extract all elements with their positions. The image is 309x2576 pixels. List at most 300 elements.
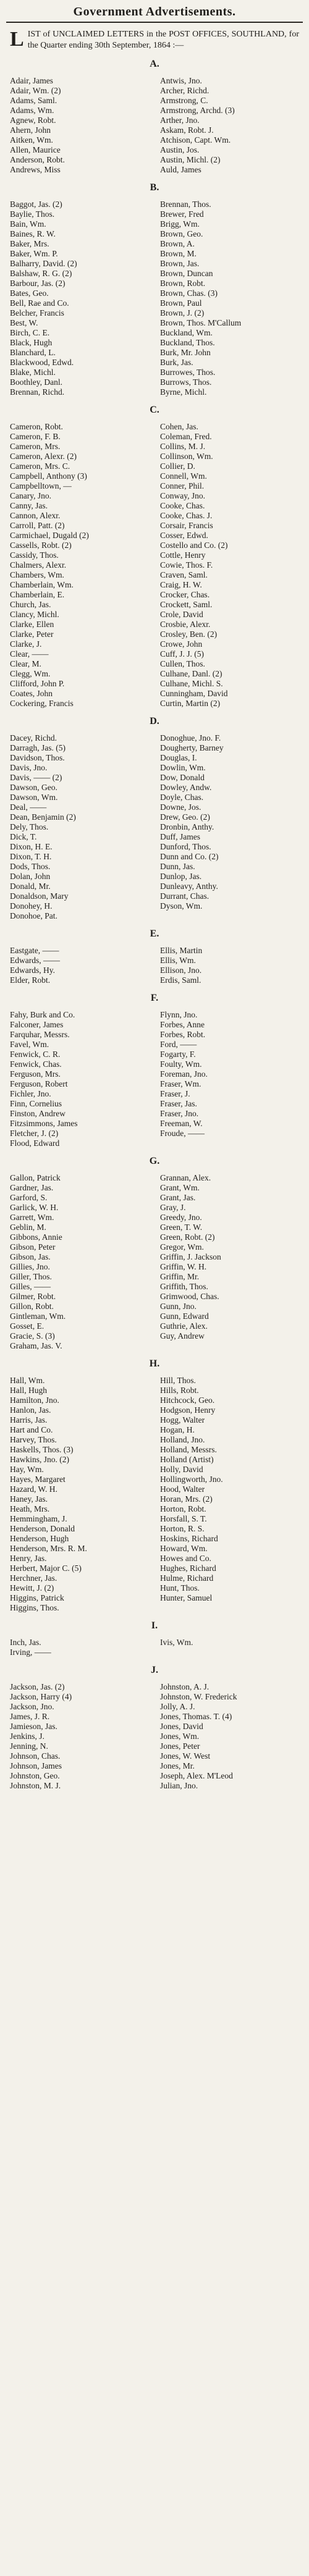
name-entry-left: Clancy, Michl.: [10, 610, 59, 619]
name-entry-right: Drew, Geo. (2): [160, 812, 210, 822]
section-letter: D.: [150, 716, 159, 726]
name-entry-left: Andrews, Miss: [10, 165, 61, 174]
name-entry-left: Dean, Benjamin (2): [10, 812, 76, 822]
name-entry-right: Burrowes, Thos.: [160, 368, 216, 377]
name-entry-left: Henderson, Donald: [10, 1524, 75, 1533]
name-entry-right: Antwis, Jno.: [160, 76, 202, 85]
name-entry-right: Austin, Jos.: [160, 145, 200, 154]
name-entry-left: Cassidy, Thos.: [10, 550, 59, 560]
name-entry-left: Jackson, Harry (4): [10, 1692, 72, 1701]
name-entry-left: Baker, Wm. P.: [10, 249, 58, 258]
name-entry-right: Crosley, Ben. (2): [160, 629, 218, 639]
name-entry-left: Gibbons, Annie: [10, 1232, 62, 1242]
name-entry-left: Hayes, Margaret: [10, 1475, 66, 1484]
name-entry-right: Cunningham, David: [160, 689, 228, 698]
name-entry-right: Griffin, J. Jackson: [160, 1252, 221, 1261]
name-entry-left: Hazard, W. H.: [10, 1484, 57, 1494]
name-entry-left: Hawkins, Jno. (2): [10, 1455, 69, 1464]
name-entry-left: Cameron, Mrs.: [10, 442, 61, 451]
name-entry-left: Hemmingham, J.: [10, 1514, 67, 1523]
name-entry-left: Deal, ——: [10, 802, 47, 812]
name-entry-right: [160, 1341, 299, 1351]
name-entry-left: Donohey, H.: [10, 901, 53, 911]
name-entry-right: Cuff, J. J. (5): [160, 649, 205, 659]
name-entry-left: Black, Hugh: [10, 338, 53, 347]
name-entry-right: Brown, M.: [160, 249, 197, 258]
name-entry-left: Cameron, Mrs. C.: [10, 461, 70, 471]
name-entry-left: Edwards, Hy.: [10, 966, 55, 975]
name-entry-left: Johnson, James: [10, 1761, 62, 1770]
name-entry-right: Griffith, Thos.: [160, 1282, 208, 1291]
name-entry-right: Gunn, Edward: [160, 1311, 209, 1321]
name-entry-left: Fahy, Burk and Co.: [10, 1010, 75, 1019]
section-c: [10, 405, 299, 709]
name-entry-left: Dawson, Geo.: [10, 783, 57, 792]
name-entry-right: Greedy, Jno.: [160, 1213, 202, 1222]
section-letter: A.: [150, 59, 159, 69]
name-entry-right: Griffin, W. H.: [160, 1262, 207, 1271]
name-entry-left: Chalmers, Alexr.: [10, 560, 67, 570]
name-entry-left: James, J. R.: [10, 1712, 50, 1721]
name-entry-left: Gosset, E.: [10, 1321, 44, 1331]
name-entry-left: Irving, ——: [10, 1648, 51, 1657]
name-entry-left: Hewitt, J. (2): [10, 1583, 54, 1593]
name-entry-left: Elder, Robt.: [10, 975, 51, 985]
name-entry-left: Jenkins, J.: [10, 1732, 44, 1741]
name-entry-left: Gibson, Jas.: [10, 1252, 51, 1261]
section-a: [10, 59, 299, 175]
name-entry-right: Armstrong, Archd. (3): [160, 106, 235, 115]
name-entry-right: Hitchcock, Geo.: [160, 1395, 215, 1405]
name-entry-left: Campbell, Anthony (3): [10, 471, 87, 481]
name-entry-right: Hulme, Richard: [160, 1573, 214, 1583]
name-entry-right: Crockett, Saml.: [160, 600, 213, 609]
name-entry-left: Johnston, Geo.: [10, 1771, 60, 1780]
name-entry-right: Grant, Jas.: [160, 1193, 196, 1202]
name-entry-left: Heath, Mrs.: [10, 1504, 50, 1513]
name-entry-left: Higgins, Thos.: [10, 1603, 59, 1612]
name-entry-left: Eastgate, ——: [10, 946, 59, 955]
name-entry-right: Brown, Jas.: [160, 259, 200, 268]
name-grid: [10, 200, 299, 397]
name-entry-right: Atchison, Capt. Wm.: [160, 135, 231, 145]
name-entry-right: Horton, R. S.: [160, 1524, 205, 1533]
section-h: [10, 1358, 299, 1613]
name-entry-left: Davis, —— (2): [10, 773, 62, 782]
name-entry-right: Collinson, Wm.: [160, 452, 213, 461]
name-entry-left: Darragh, Jas. (5): [10, 743, 66, 752]
name-entry-left: Johnston, M. J.: [10, 1781, 61, 1790]
name-entry-left: Gardner, Jas.: [10, 1183, 54, 1192]
name-entry-right: Gray, J.: [160, 1203, 186, 1212]
name-entry-right: Hogg, Walter: [160, 1415, 205, 1425]
name-entry-right: Craven, Saml.: [160, 570, 208, 579]
name-entry-left: Cassells, Robt. (2): [10, 541, 72, 550]
name-entry-left: Blake, Michl.: [10, 368, 56, 377]
name-entry-left: Haney, Jas.: [10, 1494, 48, 1504]
name-entry-right: Cooke, Chas.: [160, 501, 205, 510]
name-entry-left: Dick, T.: [10, 832, 37, 841]
name-entry-left: Bates, Geo.: [10, 288, 49, 298]
name-entry-left: Hall, Wm.: [10, 1376, 45, 1385]
name-entry-left: Fletcher, J. (2): [10, 1129, 59, 1138]
name-entry-left: Jamieson, Jas.: [10, 1722, 57, 1731]
name-entry-right: Downe, Jos.: [160, 802, 201, 812]
name-grid: [10, 422, 299, 709]
name-entry-left: Inch, Jas.: [10, 1638, 41, 1647]
name-entry-right: Arther, Jno.: [160, 116, 200, 125]
section-f: [10, 993, 299, 1148]
name-entry-right: Dyson, Wm.: [160, 901, 203, 911]
name-entry-left: Cameron, Alexr. (2): [10, 452, 77, 461]
name-entry-right: Gregor, Wm.: [160, 1242, 204, 1252]
name-entry-left: Hamilton, Jno.: [10, 1395, 59, 1405]
name-entry-right: Crole, David: [160, 610, 203, 619]
name-entry-left: Best, W.: [10, 318, 38, 327]
name-entry-right: Howes and Co.: [160, 1554, 211, 1563]
name-entry-left: Giller, Thos.: [10, 1272, 52, 1281]
name-entry-left: Clear, ——: [10, 649, 49, 659]
name-entry-left: Johnson, Chas.: [10, 1751, 61, 1761]
name-entry-right: Brennan, Thos.: [160, 200, 211, 209]
name-entry-right: Dunlop, Jas.: [160, 872, 202, 881]
name-entry-right: Horton, Robt.: [160, 1504, 206, 1513]
name-entry-left: Agnew, Robt.: [10, 116, 56, 125]
section-g: [10, 1156, 299, 1351]
name-entry-left: Aitken, Wm.: [10, 135, 53, 145]
name-entry-right: Cottle, Henry: [160, 550, 206, 560]
name-entry-left: Balshaw, R. G. (2): [10, 269, 72, 278]
name-entry-right: Dowlin, Wm.: [160, 763, 206, 772]
name-entry-left: Hall, Hugh: [10, 1386, 47, 1395]
name-entry-right: [160, 1603, 299, 1613]
name-entry-right: Hogan, H.: [160, 1425, 195, 1434]
name-entry-right: Brown, Paul: [160, 298, 202, 308]
name-entry-right: Cowie, Thos. F.: [160, 560, 213, 570]
section-letter: F.: [150, 993, 159, 1003]
name-entry-right: Donoghue, Jno. F.: [160, 733, 221, 743]
name-entry-left: Gracie, S. (3): [10, 1331, 55, 1341]
name-entry-right: Holland, Jno.: [160, 1435, 205, 1444]
name-entry-right: Jones, David: [160, 1722, 203, 1731]
name-entry-left: Gillies, Jno.: [10, 1262, 50, 1271]
name-entry-left: Clarke, Ellen: [10, 620, 54, 629]
name-entry-left: Chamberlain, Wm.: [10, 580, 74, 589]
name-entry-right: Collier, D.: [160, 461, 195, 471]
name-entry-right: Jones, Mr.: [160, 1761, 195, 1770]
name-grid: [10, 1173, 299, 1351]
name-entry-right: Ford, ——: [160, 1040, 197, 1049]
name-entry-right: [160, 911, 299, 921]
section-letter: C.: [150, 405, 159, 415]
name-entry-left: Dolan, John: [10, 872, 51, 881]
name-entry-left: Brennan, Richd.: [10, 387, 65, 397]
name-entry-left: Jackson, Jno.: [10, 1702, 54, 1711]
name-entry-left: Ferguson, Robert: [10, 1079, 68, 1088]
name-grid: [10, 733, 299, 921]
name-entry-left: Donaldson, Mary: [10, 891, 69, 901]
name-entry-left: Gintleman, Wm.: [10, 1311, 66, 1321]
name-entry-right: Dougherty, Barney: [160, 743, 224, 752]
name-entry-right: Cooke, Chas. J.: [160, 511, 213, 520]
name-entry-left: Cannon, Alexr.: [10, 511, 61, 520]
name-entry-right: Connell, Wm.: [160, 471, 207, 481]
name-entry-left: Clarke, J.: [10, 639, 42, 649]
section-b: [10, 182, 299, 397]
name-entry-left: Jenning, N.: [10, 1741, 48, 1751]
name-entry-left: Blackwood, Edwd.: [10, 358, 74, 367]
name-entry-left: Dawson, Wm.: [10, 793, 58, 802]
section-letter: J.: [151, 1665, 158, 1675]
name-entry-right: Corsair, Francis: [160, 521, 213, 530]
name-entry-right: Durrant, Chas.: [160, 891, 210, 901]
name-entry-left: Garlick, W. H.: [10, 1203, 59, 1212]
name-entry-right: Brown, J. (2): [160, 308, 205, 318]
name-entry-left: Chambers, Wm.: [10, 570, 64, 579]
name-entry-right: Fogarty, F.: [160, 1050, 196, 1059]
name-entry-left: Chamberlain, E.: [10, 590, 65, 599]
name-entry-right: Howard, Wm.: [160, 1544, 208, 1553]
name-entry-left: Cameron, Robt.: [10, 422, 63, 431]
name-entry-right: Griffin, Mr.: [160, 1272, 200, 1281]
name-entry-right: Hodgson, Henry: [160, 1405, 216, 1415]
name-entry-left: Herbert, Major C. (5): [10, 1564, 82, 1573]
name-entry-right: Grimwood, Chas.: [160, 1292, 219, 1301]
name-grid: [10, 1010, 299, 1148]
name-entry-right: Costello and Co. (2): [160, 541, 228, 550]
name-entry-left: Haskells, Thos. (3): [10, 1445, 74, 1454]
name-entry-left: Gibson, Peter: [10, 1242, 56, 1252]
name-entry-right: Johnston, A. J.: [160, 1682, 210, 1691]
section-e: [10, 928, 299, 985]
name-entry-right: Hunter, Samuel: [160, 1593, 213, 1602]
name-entry-left: Gilmer, Robt.: [10, 1292, 56, 1301]
name-entry-left: Ahern, John: [10, 125, 51, 135]
name-entry-right: Holland, Messrs.: [160, 1445, 217, 1454]
name-entry-left: Harris, Jas.: [10, 1415, 48, 1425]
name-entry-right: Jones, Thomas. T. (4): [160, 1712, 232, 1721]
name-entry-left: Church, Jas.: [10, 600, 51, 609]
name-entry-right: Burk, Jas.: [160, 358, 193, 367]
name-grid: [10, 1682, 299, 1791]
name-entry-right: Grant, Wm.: [160, 1183, 200, 1192]
name-entry-right: Ellis, Martin: [160, 946, 203, 955]
name-entry-right: Cosser, Edwd.: [160, 531, 208, 540]
name-entry-left: Fichler, Jno.: [10, 1089, 51, 1098]
name-entry-left: Clarke, Peter: [10, 629, 54, 639]
name-entry-left: Dacey, Richd.: [10, 733, 57, 743]
name-entry-right: Duff, James: [160, 832, 200, 841]
name-entry-left: Allen, Maurice: [10, 145, 61, 154]
name-entry-right: Conner, Phil.: [160, 481, 205, 490]
name-entry-left: Anderson, Robt.: [10, 155, 65, 164]
name-entry-right: Guthrie, Alex.: [160, 1321, 208, 1331]
name-entry-right: Flynn, Jno.: [160, 1010, 198, 1019]
name-entry-left: Henderson, Hugh: [10, 1534, 69, 1543]
name-entry-left: Farquhar, Messrs.: [10, 1030, 70, 1039]
name-entry-right: Jones, Peter: [160, 1741, 200, 1751]
name-grid: [10, 946, 299, 985]
name-entry-right: Hughes, Richard: [160, 1564, 216, 1573]
name-entry-left: Dely, Thos.: [10, 822, 49, 831]
name-entry-left: Cockering, Francis: [10, 699, 74, 708]
section-letter: E.: [150, 928, 159, 939]
name-entry-left: Campbelltown, —: [10, 481, 72, 490]
name-entry-left: Fenwick, C. R.: [10, 1050, 61, 1059]
name-entry-right: Holly, David: [160, 1465, 203, 1474]
name-entry-right: Byrne, Michl.: [160, 387, 207, 397]
name-entry-left: Ferguson, Mrs.: [10, 1069, 61, 1079]
name-entry-right: Dowley, Andw.: [160, 783, 212, 792]
name-grid: [10, 1638, 299, 1657]
name-entry-right: Fraser, J.: [160, 1089, 190, 1098]
name-entry-right: Culhane, Michl. S.: [160, 679, 223, 688]
name-entry-right: Curtin, Martin (2): [160, 699, 221, 708]
name-entry-left: Higgins, Patrick: [10, 1593, 64, 1602]
name-entry-left: Herchner, Jas.: [10, 1573, 57, 1583]
name-entry-left: Davidson, Thos.: [10, 753, 65, 762]
name-entry-right: Brown, Thos. M'Callum: [160, 318, 242, 327]
name-entry-left: Dods, Thos.: [10, 862, 51, 871]
name-entry-right: Burrows, Thos.: [160, 377, 212, 387]
name-entry-right: Conway, Jno.: [160, 491, 205, 500]
name-entry-left: Dixon, H. E.: [10, 842, 53, 851]
name-entry-left: Baggot, Jas. (2): [10, 200, 62, 209]
name-entry-right: [160, 1139, 299, 1148]
name-entry-left: Gilles, ——: [10, 1282, 51, 1291]
name-entry-right: Brown, Geo.: [160, 229, 203, 238]
name-entry-left: Barbour, Jas. (2): [10, 279, 66, 288]
name-entry-left: Hart and Co.: [10, 1425, 53, 1434]
name-entry-right: Brown, Chas. (3): [160, 288, 218, 298]
name-entry-right: Crocker, Chas.: [160, 590, 210, 599]
page-header: Government Advertisements.: [6, 5, 303, 23]
name-entry-right: Culhane, Danl. (2): [160, 669, 222, 678]
name-entry-left: Henderson, Mrs. R. M.: [10, 1544, 87, 1553]
name-entry-right: Froude, ——: [160, 1129, 205, 1138]
name-entry-right: Crowe, John: [160, 639, 203, 649]
section-letter: B.: [150, 182, 159, 193]
name-entry-right: Buckland, Wm.: [160, 328, 213, 337]
name-entry-right: Dunn, Jas.: [160, 862, 195, 871]
name-entry-right: Hoskins, Richard: [160, 1534, 218, 1543]
name-entry-right: [160, 1648, 299, 1657]
name-entry-right: Jones, Wm.: [160, 1732, 200, 1741]
name-entry-right: Hill, Thos.: [160, 1376, 196, 1385]
name-entry-right: Hollingworth, Jno.: [160, 1475, 223, 1484]
name-entry-right: Horan, Mrs. (2): [160, 1494, 213, 1504]
name-entry-left: Graham, Jas. V.: [10, 1341, 62, 1350]
name-entry-left: Fitzsimmons, James: [10, 1119, 78, 1128]
name-entry-left: Hay, Wm.: [10, 1465, 44, 1474]
name-entry-left: Finn, Cornelius: [10, 1099, 62, 1108]
name-entry-right: Gunn, Jno.: [160, 1302, 197, 1311]
name-entry-left: Carroll, Patt. (2): [10, 521, 65, 530]
name-entry-left: Harvey, Thos.: [10, 1435, 57, 1444]
name-entry-left: Clegg, Wm.: [10, 669, 51, 678]
name-entry-right: Dow, Donald: [160, 773, 205, 782]
section-letter: I.: [151, 1620, 158, 1631]
name-entry-right: Forbes, Anne: [160, 1020, 205, 1029]
name-entry-left: Davis, Jno.: [10, 763, 48, 772]
name-entry-right: Jones, W. West: [160, 1751, 211, 1761]
name-entry-left: Adams, Saml.: [10, 96, 57, 105]
name-entry-left: Geblin, M.: [10, 1223, 46, 1232]
page: [6, 0, 303, 1791]
name-entry-right: Cohen, Jas.: [160, 422, 198, 431]
name-entry-left: Henry, Jas.: [10, 1554, 47, 1563]
name-entry-right: Johnston, W. Frederick: [160, 1692, 237, 1701]
name-entry-right: Hills, Robt.: [160, 1386, 199, 1395]
section-letter: H.: [149, 1358, 160, 1369]
letters-list: [6, 59, 303, 1791]
name-entry-right: Joseph, Alex. M'Leod: [160, 1771, 233, 1780]
name-entry-right: Foreman, Jno.: [160, 1069, 208, 1079]
name-entry-left: Adair, Wm. (2): [10, 86, 61, 95]
name-entry-left: Clear, M.: [10, 659, 41, 668]
intro-paragraph: [10, 29, 299, 51]
name-entry-right: Grannan, Alex.: [160, 1173, 211, 1182]
name-entry-right: Craig, H. W.: [160, 580, 202, 589]
name-entry-left: Adair, James: [10, 76, 53, 85]
name-entry-right: Coleman, Fred.: [160, 432, 212, 441]
name-entry-left: Bell, Rae and Co.: [10, 298, 69, 308]
name-entry-right: Buckland, Thos.: [160, 338, 215, 347]
name-entry-right: Fraser, Jas.: [160, 1099, 197, 1108]
name-entry-left: Fenwick, Chas.: [10, 1059, 62, 1069]
name-entry-right: Brown, Robt.: [160, 279, 206, 288]
name-entry-right: Burk, Mr. John: [160, 348, 211, 357]
name-entry-left: Clifford, John P.: [10, 679, 65, 688]
name-entry-right: Douglas, I.: [160, 753, 197, 762]
name-entry-right: Foulty, Wm.: [160, 1059, 202, 1069]
name-entry-right: Ellis, Wm.: [160, 956, 196, 965]
name-entry-left: Birch, C. E.: [10, 328, 50, 337]
intro-text: IST of UNCLAIMED LETTERS in the POST OFFICES, SOUTHLAND, for the Quarter ending 30th September, 1864 :—: [27, 30, 299, 50]
name-entry-left: Dixon, T. H.: [10, 852, 52, 861]
name-entry-left: Adams, Wm.: [10, 106, 54, 115]
name-grid: [10, 76, 299, 175]
name-entry-right: Fraser, Wm.: [160, 1079, 201, 1088]
name-entry-right: Austin, Michl. (2): [160, 155, 221, 164]
name-entry-left: Garford, S.: [10, 1193, 48, 1202]
name-entry-left: Carmichael, Dugald (2): [10, 531, 89, 540]
name-entry-right: Brigg, Wm.: [160, 219, 200, 229]
name-entry-right: Askam, Robt. J.: [160, 125, 214, 135]
name-entry-left: Cameron, F. B.: [10, 432, 61, 441]
name-entry-left: Finston, Andrew: [10, 1109, 66, 1118]
intro-initial: L: [10, 28, 24, 51]
section-j: [10, 1665, 299, 1791]
name-entry-left: Donohoe, Pat.: [10, 911, 57, 920]
name-entry-left: Belcher, Francis: [10, 308, 64, 318]
name-entry-right: Dunford, Thos.: [160, 842, 211, 851]
name-entry-left: Blanchard, L.: [10, 348, 56, 357]
name-entry-right: Green, Robt. (2): [160, 1232, 215, 1242]
name-entry-right: Forbes, Robt.: [160, 1030, 206, 1039]
name-entry-right: Dunn and Co. (2): [160, 852, 219, 861]
name-entry-left: Flood, Edward: [10, 1139, 60, 1148]
name-entry-right: Julian, Jno.: [160, 1781, 198, 1790]
section-i: [10, 1620, 299, 1657]
name-entry-right: Hood, Walter: [160, 1484, 205, 1494]
name-entry-left: Hanlon, Jas.: [10, 1405, 51, 1415]
name-entry-left: Garrett, Wm.: [10, 1213, 54, 1222]
name-entry-left: Baker, Mrs.: [10, 239, 49, 248]
name-entry-left: Boothley, Danl.: [10, 377, 62, 387]
name-entry-right: Armstrong, C.: [160, 96, 208, 105]
name-entry-left: Gallon, Patrick: [10, 1173, 61, 1182]
